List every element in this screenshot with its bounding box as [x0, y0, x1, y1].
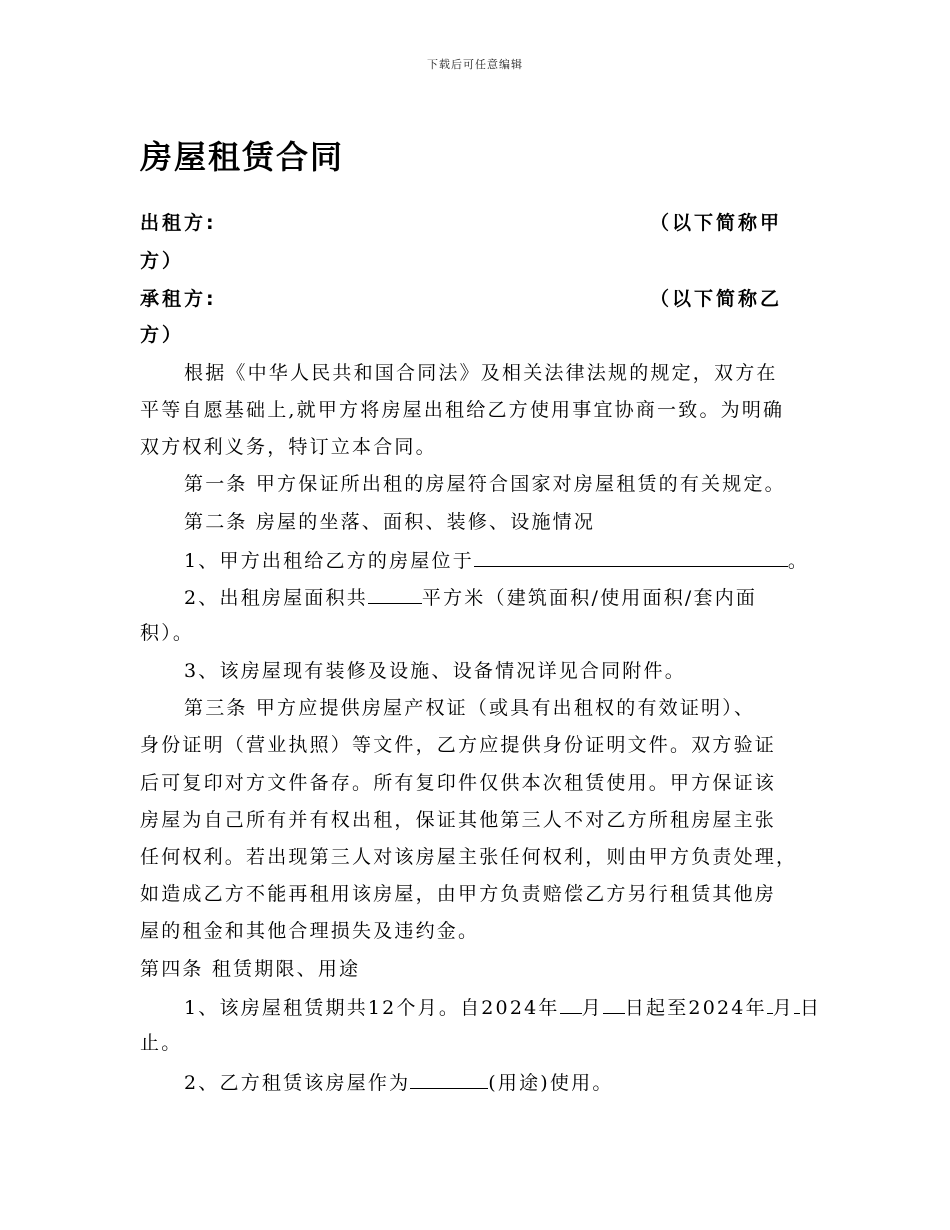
start-day-blank[interactable]	[603, 993, 625, 1014]
article-4-heading: 第四条 租赁期限、用途	[140, 958, 361, 980]
article-4-item-1-cont: 止。	[140, 1032, 183, 1054]
area-blank[interactable]	[368, 583, 422, 604]
lessor-alias: （以下简称甲	[650, 212, 783, 234]
end-year-text: 日起至2024年	[624, 997, 767, 1019]
end-month-label: 月	[772, 997, 794, 1019]
article-2-heading: 第二条 房屋的坐落、面积、装修、设施情况	[184, 511, 596, 533]
preamble-line-2: 平等自愿基础上,就甲方将房屋出租给乙方使用事宜协商一致。为明确	[140, 399, 785, 421]
lessee-alias: （以下简称乙	[650, 288, 783, 310]
lessor-label: 出租方:	[140, 212, 217, 234]
article-3-line-5: 任何权利。若出现第三人对该房屋主张任何权利，则由甲方负责处理，	[140, 846, 798, 868]
article-3-line-6: 如造成乙方不能再租用该房屋，由甲方负责赔偿乙方另行租赁其他房	[140, 883, 777, 905]
lease-term-text: 1、该房屋租赁期共12个月。自2024年	[184, 997, 560, 1019]
article-4-item-2	[184, 1068, 614, 1096]
article-4-item-1	[184, 993, 821, 1021]
preamble-line-3: 双方权利义务，特订立本合同。	[140, 436, 437, 458]
usage-text: 2、乙方租赁该房屋作为	[184, 1072, 411, 1094]
lessee-label: 承租方:	[140, 288, 217, 310]
article-3-line-1: 第三条 甲方应提供房屋产权证（或具有出租权的有效证明）、	[184, 697, 756, 719]
article-2-item-2-unit: 平方米（建筑面积/使用面积/套内面	[421, 587, 758, 609]
article-2-item-1	[184, 546, 809, 574]
article-2-item-3: 3、该房屋现有装修及设施、设备情况详见合同附件。	[184, 660, 686, 682]
period: 。	[787, 550, 810, 572]
start-month-blank[interactable]	[560, 993, 582, 1014]
article-3-line-3: 后可复印对方文件备存。所有复印件仅供本次租赁使用。甲方保证该	[140, 772, 777, 794]
end-day-label: 日	[800, 997, 822, 1019]
article-3-line-2: 身份证明（营业执照）等文件，乙方应提供身份证明文件。双方验证	[140, 734, 777, 756]
article-2-item-1-text: 1、甲方出租给乙方的房屋位于	[184, 550, 474, 572]
lessee-alias-cont: 方）	[140, 324, 185, 346]
article-2-item-2	[184, 583, 757, 611]
month-label: 月	[581, 997, 603, 1019]
lessor-alias-cont: 方）	[140, 250, 185, 272]
usage-suffix: (用途)使用。	[488, 1072, 614, 1094]
article-2-item-2-cont: 积）。	[140, 622, 195, 644]
location-blank[interactable]	[474, 546, 788, 567]
preamble-line-1: 根据《中华人民共和国合同法》及相关法律法规的规定，双方在	[184, 362, 778, 384]
usage-blank[interactable]	[410, 1068, 488, 1089]
article-3-line-4: 房屋为自己所有并有权出租，保证其他第三人不对乙方所租房屋主张	[140, 809, 777, 831]
page-header: 下载后可任意编辑	[427, 58, 523, 71]
article-3-line-7: 屋的租金和其他合理损失及违约金。	[140, 920, 480, 942]
document-title: 房屋租赁合同	[140, 138, 345, 176]
article-2-item-2-text: 2、出租房屋面积共	[184, 587, 368, 609]
article-1: 第一条 甲方保证所出租的房屋符合国家对房屋租赁的有关规定。	[184, 473, 786, 495]
